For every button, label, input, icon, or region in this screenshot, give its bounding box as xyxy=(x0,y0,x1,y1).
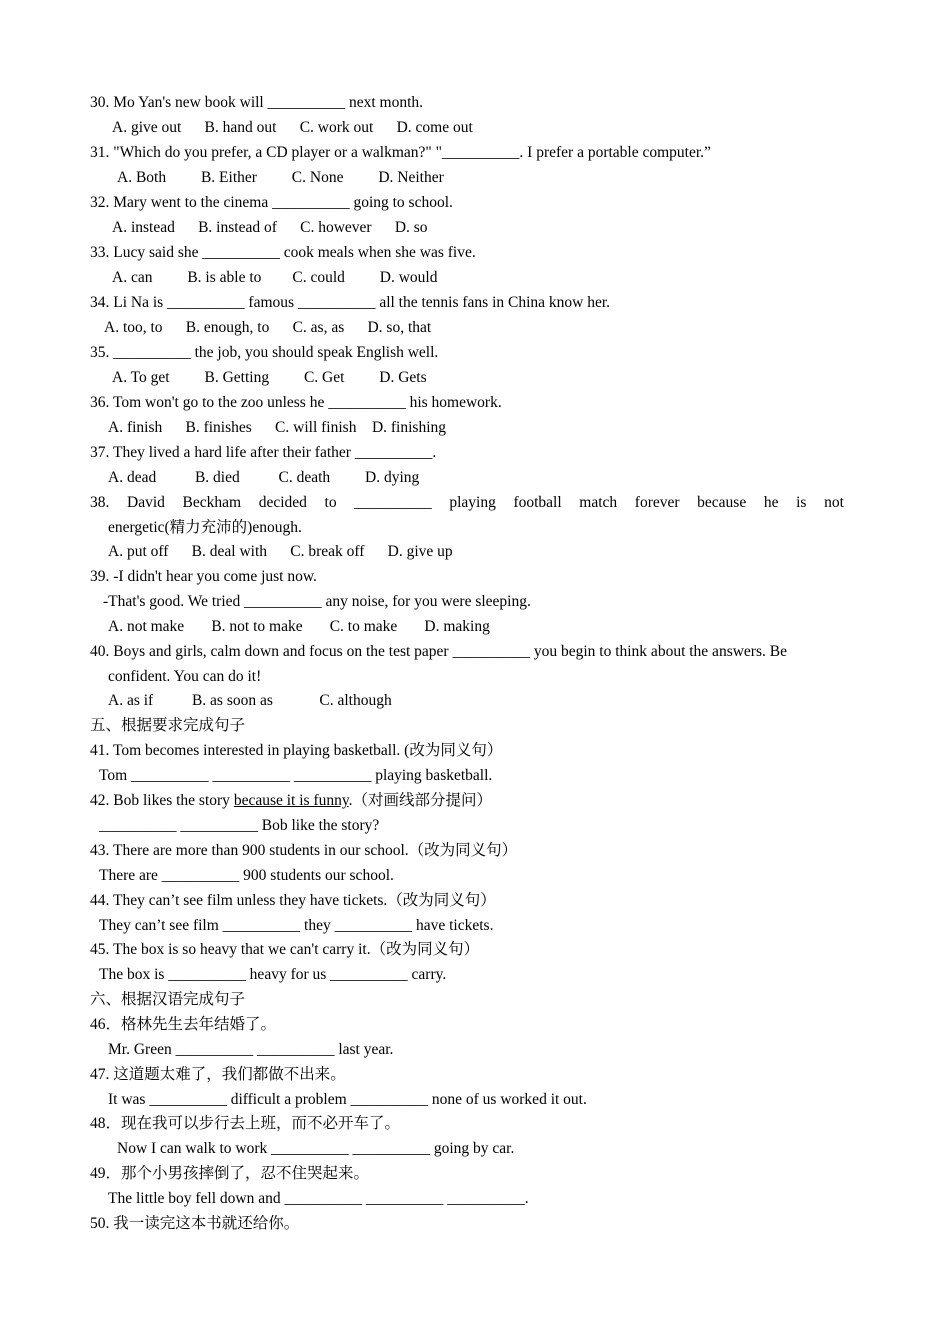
q38-word: football xyxy=(513,494,562,511)
question-39-stem: 39. -I didn't hear you come just now. xyxy=(90,568,317,585)
question-32-options: A. instead B. instead of C. however D. so xyxy=(112,219,428,236)
question-40-options: A. as if B. as soon as C. although xyxy=(108,692,392,709)
question-48-stem: 48．现在我可以步行去上班，而不必开车了。 xyxy=(90,1115,401,1132)
question-35-stem: 35. __________ the job, you should speak English well. xyxy=(90,344,439,361)
question-32-stem: 32. Mary went to the cinema __________ going to school. xyxy=(90,194,453,211)
section-6-title: 六、根据汉语完成句子 xyxy=(90,991,246,1008)
question-41-stem: 41. Tom becomes interested in playing basketball. (改为同义句） xyxy=(90,742,503,759)
q38-word: decided xyxy=(258,494,307,511)
q38-word: because xyxy=(697,494,747,511)
q38-word: not xyxy=(824,494,844,511)
question-45-stem: 45. The box is so heavy that we can't carry it.（改为同义句） xyxy=(90,941,480,958)
question-50-stem: 50. 我一读完这本书就还给你。 xyxy=(90,1215,300,1232)
question-41-answer: Tom __________ __________ __________ playing basketball. xyxy=(99,767,493,784)
question-40-stem-continued: confident. You can do it! xyxy=(108,668,262,685)
question-37-stem: 37. They lived a hard life after their father __________. xyxy=(90,444,437,461)
q38-blank: __________ xyxy=(354,494,432,511)
question-37-options: A. dead B. died C. death D. dying xyxy=(108,469,420,486)
question-31-options: A. Both B. Either C. None D. Neither xyxy=(117,169,444,186)
question-38-stem-continued: energetic(精力充沛的)enough. xyxy=(108,519,302,536)
question-36-options: A. finish B. finishes C. will finish D. finishing xyxy=(108,419,446,436)
q38-word: match xyxy=(579,494,618,511)
q42-underlined-part: because it is funny xyxy=(233,792,349,809)
question-46-stem: 46．格林先生去年结婚了。 xyxy=(90,1016,277,1033)
question-43-answer: There are __________ 900 students our school. xyxy=(99,867,394,884)
question-34-options: A. too, to B. enough, to C. as, as D. so, that xyxy=(104,319,432,336)
q38-word: David xyxy=(127,494,165,511)
q38-word: to xyxy=(324,494,337,511)
question-36-stem: 36. Tom won't go to the zoo unless he __________ his homework. xyxy=(90,394,502,411)
section-5-title: 五、根据要求完成句子 xyxy=(90,717,246,734)
question-42-stem xyxy=(90,791,492,811)
q38-word: is xyxy=(796,494,807,511)
q38-word: playing xyxy=(449,494,496,511)
question-33-stem: 33. Lucy said she __________ cook meals when she was five. xyxy=(90,244,476,261)
question-30-options: A. give out B. hand out C. work out D. come out xyxy=(112,119,473,136)
question-46-answer: Mr. Green __________ __________ last year. xyxy=(108,1041,394,1058)
question-45-answer: The box is __________ heavy for us __________ carry. xyxy=(99,966,447,983)
question-47-answer: It was __________ difficult a problem __________ none of us worked it out. xyxy=(108,1091,587,1108)
question-39-options: A. not make B. not to make C. to make D. making xyxy=(108,618,490,635)
question-44-stem: 44. They can’t see film unless they have tickets.（改为同义句） xyxy=(90,892,496,909)
question-31-stem: 31. "Which do you prefer, a CD player or a walkman?" "__________. I prefer a portable computer.” xyxy=(90,144,711,161)
q38-word: he xyxy=(763,494,779,511)
question-42-answer: __________ __________ Bob like the story? xyxy=(99,817,380,834)
question-33-options: A. can B. is able to C. could D. would xyxy=(112,269,438,286)
question-30-stem: 30. Mo Yan's new book will __________ next month. xyxy=(90,94,424,111)
question-40-stem: 40. Boys and girls, calm down and focus on the test paper __________ you begin to think about the answers. Be xyxy=(90,643,787,660)
question-49-stem: 49．那个小男孩摔倒了，忍不住哭起来。 xyxy=(90,1165,370,1182)
question-38-stem xyxy=(90,493,844,513)
q38-word: forever xyxy=(634,494,680,511)
question-39-stem-continued: -That's good. We tried __________ any noise, for you were sleeping. xyxy=(103,593,531,610)
question-44-answer: They can’t see film __________ they __________ have tickets. xyxy=(99,917,494,934)
question-47-stem: 47. 这道题太难了，我们都做不出来。 xyxy=(90,1066,346,1083)
q42-stem-post: .（对画线部分提问） xyxy=(348,792,492,809)
q42-stem-pre: 42. Bob likes the story xyxy=(90,792,234,809)
question-38-options: A. put off B. deal with C. break off D. give up xyxy=(108,543,453,560)
q38-word: Beckham xyxy=(182,494,242,511)
question-43-stem: 43. There are more than 900 students in our school.（改为同义句） xyxy=(90,842,518,859)
question-49-answer: The little boy fell down and __________ __________ __________. xyxy=(108,1190,529,1207)
question-48-answer: Now I can walk to work __________ __________ going by car. xyxy=(117,1140,515,1157)
q38-word: 38. xyxy=(90,494,110,511)
question-34-stem: 34. Li Na is __________ famous __________ all the tennis fans in China know her. xyxy=(90,294,611,311)
question-35-options: A. To get B. Getting C. Get D. Gets xyxy=(112,369,427,386)
